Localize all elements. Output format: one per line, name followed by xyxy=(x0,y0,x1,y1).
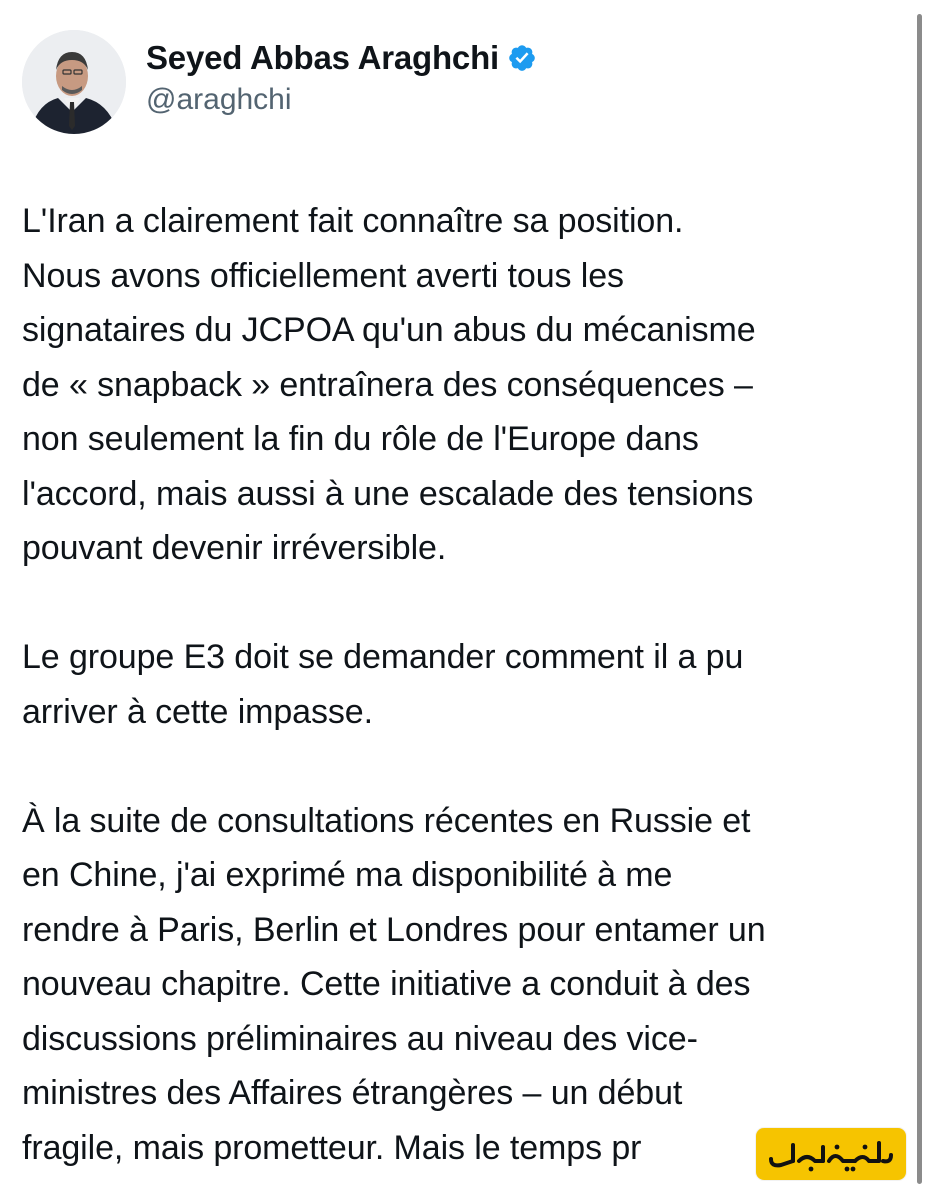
tweet-paragraph-1 xyxy=(22,194,912,576)
tweet-header xyxy=(22,28,537,136)
text-line: nouveau chapitre. Cette initiative a conduit à des xyxy=(22,965,751,1003)
watermark-logo xyxy=(756,1128,906,1180)
tweet-paragraph-3 xyxy=(22,794,912,1176)
user-handle[interactable]: @araghchi xyxy=(146,83,292,116)
name-row xyxy=(146,38,537,78)
text-line: fragile, mais prometteur. Mais le temps pr xyxy=(22,1128,642,1167)
avatar[interactable] xyxy=(22,30,126,134)
text-line: rendre à Paris, Berlin et Londres pour entamer un xyxy=(22,910,766,949)
text-line: de « snapback » entraînera des conséquences – xyxy=(22,365,753,404)
text-line: ministres des Affaires étrangères – un début xyxy=(22,1074,683,1112)
text-line: en Chine, j'ai exprimé ma disponibilité à me xyxy=(22,856,673,894)
text-line: À la suite de consultations récentes en Russie et xyxy=(22,801,751,840)
tweet-text xyxy=(22,194,912,1175)
text-line: non seulement la fin du rôle de l'Europe dans xyxy=(22,420,699,458)
text-line: L'Iran a clairement fait connaître sa position. xyxy=(22,202,684,240)
tweet-paragraph-2 xyxy=(22,630,912,739)
scrollbar[interactable] xyxy=(917,14,922,1184)
text-line: signataires du JCPOA qu'un abus du mécanisme xyxy=(22,311,756,349)
text-line: Nous avons officiellement averti tous les xyxy=(22,256,624,295)
watermark-logo-icon xyxy=(763,1133,899,1175)
text-line: discussions préliminaires au niveau des vice- xyxy=(22,1019,698,1058)
profile-photo-icon xyxy=(22,30,126,134)
display-name[interactable]: Seyed Abbas Araghchi xyxy=(146,39,499,76)
text-line: pouvant devenir irréversible. xyxy=(22,529,447,567)
author-info xyxy=(146,38,537,120)
verified-badge-icon xyxy=(507,43,537,73)
text-line: l'accord, mais aussi à une escalade des tensions xyxy=(22,474,754,513)
text-line: Le groupe E3 doit se demander comment il a pu xyxy=(22,638,744,676)
text-line: arriver à cette impasse. xyxy=(22,692,373,731)
